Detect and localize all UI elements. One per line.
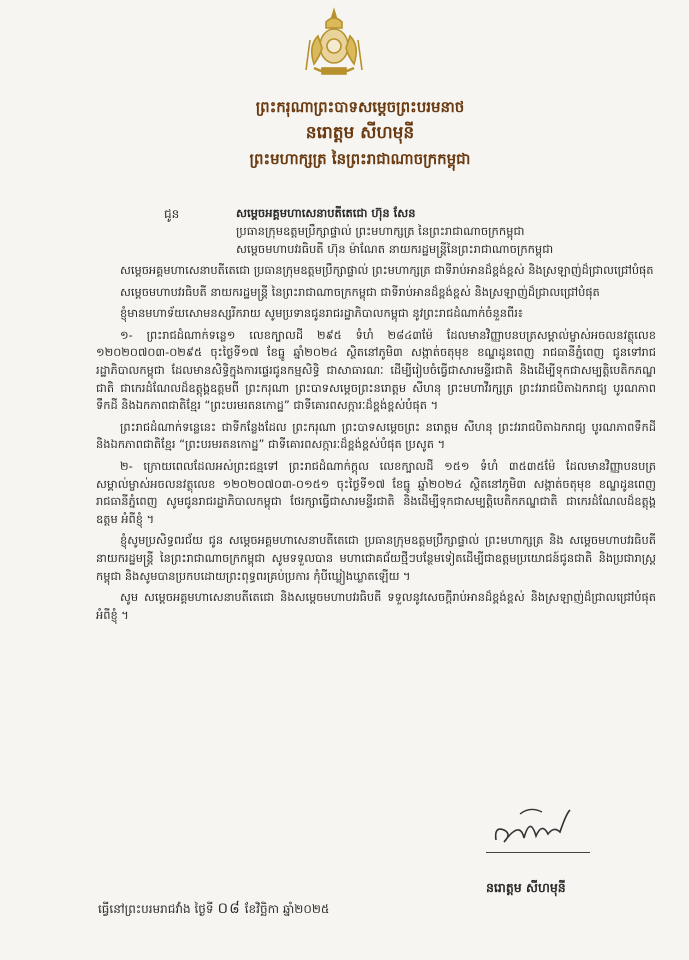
recipient-line-2: ប្រធានក្រុមឧត្តមប្រឹក្សាផ្ទាល់ ព្រះមហាក្សត្រ នៃព្រះរាជាណាចក្រកម្ពុជា bbox=[236, 224, 525, 238]
item-2-paragraph: ២- ក្រោយពេលដែលអស់ព្រះជន្មទៅ ព្រះរាជដំណាក់ក្តុល លេខក្បាលដី ១៥១ ទំហំ ៣៥៣៥ម៉ែ ដែលមានវិញ្ញាបនបត្រសម្គាល់ម្ចាស់អចលនវត្ថុលេខ ១២០២០៧០៣-០១៥១ ចុះថ្ងៃទី១៧ ខែធ្នូ ឆ្នាំ២០២៤ ស្ថិតនៅភូមិ៣ សង្កាត់ចតុមុខ ខណ្ឌដូនពេញ រាជធានីភ្នំពេញ សូមជូនរាជរដ្ឋាភិបាលកម្ពុជា ថែរក្សាធ្វើជាសារមន្ទីរជាតិ និងដើម្បីទុកជាសម្បត្តិបេតិកភណ្ឌជាតិ ជាកេរដំណែលដ៏ឧត្តុង្គឧត្តម អំពីខ្ញុំ ។ bbox=[96, 458, 656, 526]
recipient-line-1: សម្តេចអគ្គមហាសេនាបតីតេជោ ហ៊ុន សែន bbox=[236, 206, 416, 220]
recipient-line-3: សម្តេចមហាបវរធិបតី ហ៊ុន ម៉ាណែត នាយករដ្ឋមន្ត្រីនៃព្រះរាជាណាចក្រកម្ពុជា bbox=[236, 242, 554, 256]
signatory-name: នរោត្តម សីហមុនី bbox=[486, 880, 566, 895]
salutation-1: សម្តេចអគ្គមហាសេនាបតីតេជោ ប្រធានក្រុមឧត្តមប្រឹក្សាផ្ទាល់ ព្រះមហាក្សត្រ ជាទីរាប់អានដ៏ខ្ពង់ខ្ពស់ និងស្រឡាញ់ដ៏ជ្រាលជ្រៅបំផុត bbox=[120, 263, 654, 277]
date-prefix: ធ្វើនៅព្រះបរមរាជវាំង ថ្ងៃទី bbox=[98, 902, 214, 916]
header-king-name: នរោត្តម សីហមុនី bbox=[305, 123, 415, 143]
letter-body bbox=[96, 262, 656, 628]
intro-paragraph: ខ្ញុំមានមហាទ័យសោមនស្សរីករាយ សូមប្រទានជូនរាជរដ្ឋាភិបាលកម្ពុជា នូវព្រះរាជដំណាក់ចំនួនពីរ៖ bbox=[120, 306, 523, 321]
salutation-2: សម្តេចមហាបវរធិបតី នាយករដ្ឋមន្ត្រី នៃព្រះរាជាណាចក្រកម្ពុជា ជាទីរាប់អានដ៏ខ្ពង់ខ្ពស់ និងស្រឡាញ់ដ៏ជ្រាលជ្រៅបំផុត bbox=[120, 284, 600, 299]
item-1-paragraph: ១- ព្រះរាជដំណាក់ទន្លេ១ លេខក្បាលដី ២៩៥ ទំហំ ២៨៤៣ម៉ែ ដែលមានវិញ្ញាបនបត្រសម្គាល់ម្ចាស់អចលនវត្ថុលេខ ១២០២០៧០៣-០២៩៥ ចុះថ្ងៃទី១៧ ខែធ្នូ ឆ្នាំ២០២៤ ស្ថិតនៅភូមិ៣ សង្កាត់ចតុមុខ ខណ្ឌដូនពេញ រាជធានីភ្នំពេញ ជូនទៅរាជរដ្ឋាភិបាលកម្ពុជា ដែលមានសិទ្ធិក្នុងការផ្ទេរជូនកម្មសិទ្ធិ ជាសាធារណៈ ដើម្បីរៀបចំធ្វើជាសារមន្ទីរជាតិ និងដើម្បីទុកជាសម្បត្តិបេតិកភណ្ឌជាតិ ជាកេរដំណែលដ៏ឧត្តុង្គឧត្តមពី ព្រះករុណា ព្រះបាទសម្តេចព្រះនរោត្តម សីហនុ ព្រះមហាវីរក្សត្រ ព្រះវររាជបិតាឯករាជ្យ បូរណភាពទឹកដី និងឯកភាពជាតិខ្មែរ “ព្រះបរមរតនកោដ្ឋ” ជាទីគោរពសក្ការៈដ៏ខ្ពង់ខ្ពស់បំផុត ។ bbox=[96, 327, 656, 413]
handwritten-signature bbox=[490, 800, 580, 850]
date-suffix: ខែវិច្ឆិកា ឆ្នាំ២០២៥ bbox=[244, 902, 330, 916]
to-label: ជូន bbox=[164, 207, 180, 221]
header-royal-title: ព្រះករុណាព្រះបាទសម្តេចព្រះបរមនាថ bbox=[255, 98, 465, 116]
signature-line bbox=[486, 852, 590, 853]
date-day: ០៨ bbox=[217, 899, 241, 917]
royal-crest-icon bbox=[296, 6, 372, 82]
item-1-note: ព្រះរាជដំណាក់ទន្លេនេះ ជាទីកន្លែងដែល ព្រះករុណា ព្រះបាទសម្តេចព្រះ នរោត្តម សីហនុ ព្រះវររាជបិតាឯករាជ្យ បូរណភាពទឹកដី និងឯកភាពជាតិខ្មែរ “ព្រះបរមរតនកោដ្ឋ” ជាទីគោរពសក្ការៈដ៏ខ្ពង់ខ្ពស់បំផុត ប្រសូត ។ bbox=[96, 419, 656, 452]
blessing-paragraph: ខ្ញុំសូមប្រសិទ្ធពរជ័យ ជូន សម្តេចអគ្គមហាសេនាបតីតេជោ ប្រធានក្រុមឧត្តមប្រឹក្សាផ្ទាល់ ព្រះមហាក្សត្រ និង សម្តេចមហាបវរធិបតី នាយករដ្ឋមន្ត្រី នៃព្រះរាជាណាចក្រកម្ពុជា សូមទទួលបាន មហាជោគជ័យថ្មីៗបន្ថែមទៀតដើម្បីជាឧត្តមប្រយោជន៍ជូនជាតិ និងប្រជារាស្ត្រកម្ពុជា និងសូមបានប្រកបដោយព្រះពុទ្ធពរគ្រប់ប្រការ កុំបីឃ្លៀងឃ្លាតឡើយ ។ bbox=[96, 533, 656, 583]
closing-paragraph: សូម សម្តេចអគ្គមហាសេនាបតីតេជោ និងសម្តេចមហាបវរធិបតី ទទួលនូវសេចក្តីរាប់អានដ៏ខ្ពង់ខ្ពស់ និងស្រឡាញ់ដ៏ជ្រាលជ្រៅបំផុត អំពីខ្ញុំ ។ bbox=[96, 590, 656, 622]
header-kingdom: ព្រះមហាក្សត្រ នៃព្រះរាជាណាចក្រកម្ពុជា bbox=[249, 150, 471, 168]
date-line bbox=[98, 899, 329, 921]
